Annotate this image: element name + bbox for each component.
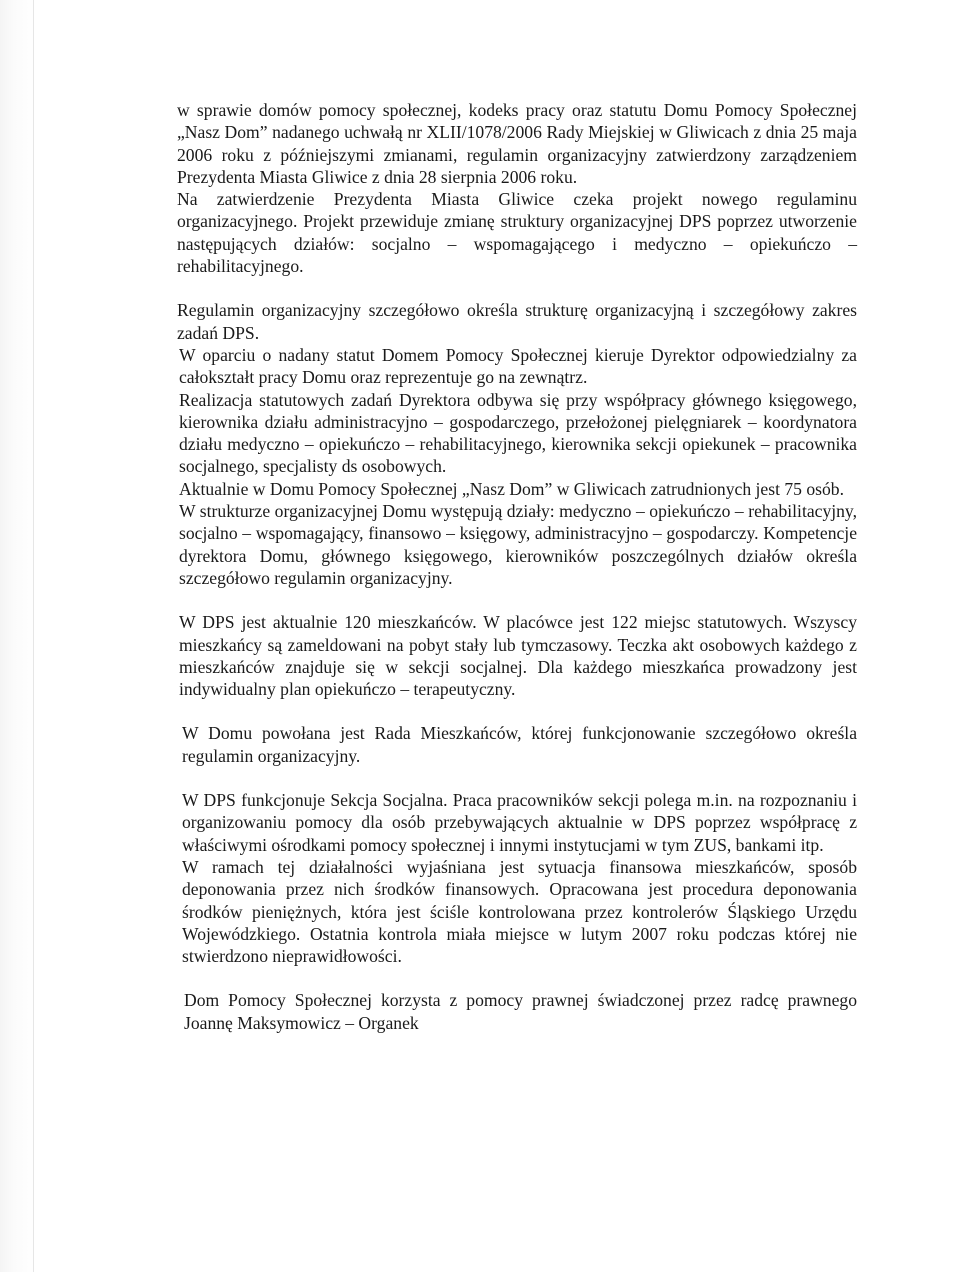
paragraph-legal-basis: w sprawie domów pomocy społecznej, kodeks pracy oraz statutu Domu Pomocy Społecznej „Nasz Dom” nadanego uchwałą nr XLII/1078/2006 Rady Miejskiej w Gliwicach z dnia 25 maja 2006 roku z późniejszymi zmianami, regulamin organizacyjny zatwierdzony zarządzeniem Prezydenta Miasta Gliwice z dnia 28 sierpnia 2006 roku. [177,100,857,187]
paragraph-cooperation: Realizacja statutowych zadań Dyrektora odbywa się przy współpracy głównego księgowego, kierownika działu administracyjno – gospodarczego, przełożonej pielęgniarek – koordynatora działu medyczno – opiekuńczo – rehabilitacyjnego, kierownika sekcji opiekunek – pracownika socjalnego, specjalisty ds osobowych. [179,389,857,477]
document-body [177,99,857,1034]
paragraph-structure: W strukturze organizacyjnej Domu występują działy: medyczno – opiekuńczo – rehabilitacyjny, socjalno – wspomagający, finansowo – księgowy, administracyjno – gospodarczy. Kompetencje dyrektora Domu, głównego księgowego, kierowników poszczególnych działów określa szczegółowo regulamin organizacyjny. [179,501,857,588]
paragraph-employment: Aktualnie w Domu Pomocy Społecznej „Nasz Dom” w Gliwicach zatrudnionych jest 75 osób. [179,478,844,499]
paragraph-new-regulation: Na zatwierdzenie Prezydenta Miasta Gliwice czeka projekt nowego regulaminu organizacyjnego. Projekt przewiduje zmianę struktury organizacyjnej DPS poprzez utworzenie następujących działów: socjalno – wspomagającego i medyczno – opiekuńczo – rehabilitacyjnego. [177,189,857,277]
paragraph-regulation-scope: Regulamin organizacyjny szczegółowo określa strukturę organizacyjną i szczegółowy zakres zadań DPS. [177,300,857,343]
paragraph-legal-help: Dom Pomocy Społecznej korzysta z pomocy prawnej świadczonej przez radcę prawnego Joannę Maksymowicz – Organek [184,990,857,1033]
paragraph-residents: W DPS jest aktualnie 120 mieszkańców. W placówce jest 122 miejsc statutowych. Wszyscy mieszkańcy są zameldowani na pobyt stały lub tymczasowy. Teczka akt osobowych każdego z mieszkańców znajduje się w sekcji socjalnej. Dla każdego mieszkańca prowadzony jest indywidualny plan opiekuńczo – terapeutyczny. [179,612,857,700]
paragraph-social-section: W DPS funkcjonuje Sekcja Socjalna. Praca pracowników sekcji polega m.in. na rozpoznaniu i organizowaniu pomocy dla osób przebywających aktualnie w DPS poprzez współpracę z właściwymi ośrodkami pomocy społecznej i innymi instytucjami w tym ZUS, bankami itp. [182,790,857,855]
paragraph-director: W oparciu o nadany statut Domem Pomocy Społecznej kieruje Dyrektor odpowiedzialny za całokształt pracy Domu oraz reprezentuje go na zewnątrz. [179,344,857,388]
scan-margin-line [33,0,34,1272]
scan-margin [0,0,40,1272]
paragraph-finances: W ramach tej działalności wyjaśniana jest sytuacja finansowa mieszkańców, sposób deponowania przez nich środków finansowych. Opracowana jest procedura deponowania środków pieniężnych, która jest ściśle kontrolowana przez kontrolerów Śląskiego Urzędu Wojewódzkiego. Ostatnia kontrola miała miejsce w lutym 2007 roku podczas której nie stwierdzono nieprawidłowości. [182,856,857,967]
paragraph-residents-council: W Domu powołana jest Rada Mieszkańców, której funkcjonowanie szczegółowo określa regulamin organizacyjny. [182,723,857,766]
